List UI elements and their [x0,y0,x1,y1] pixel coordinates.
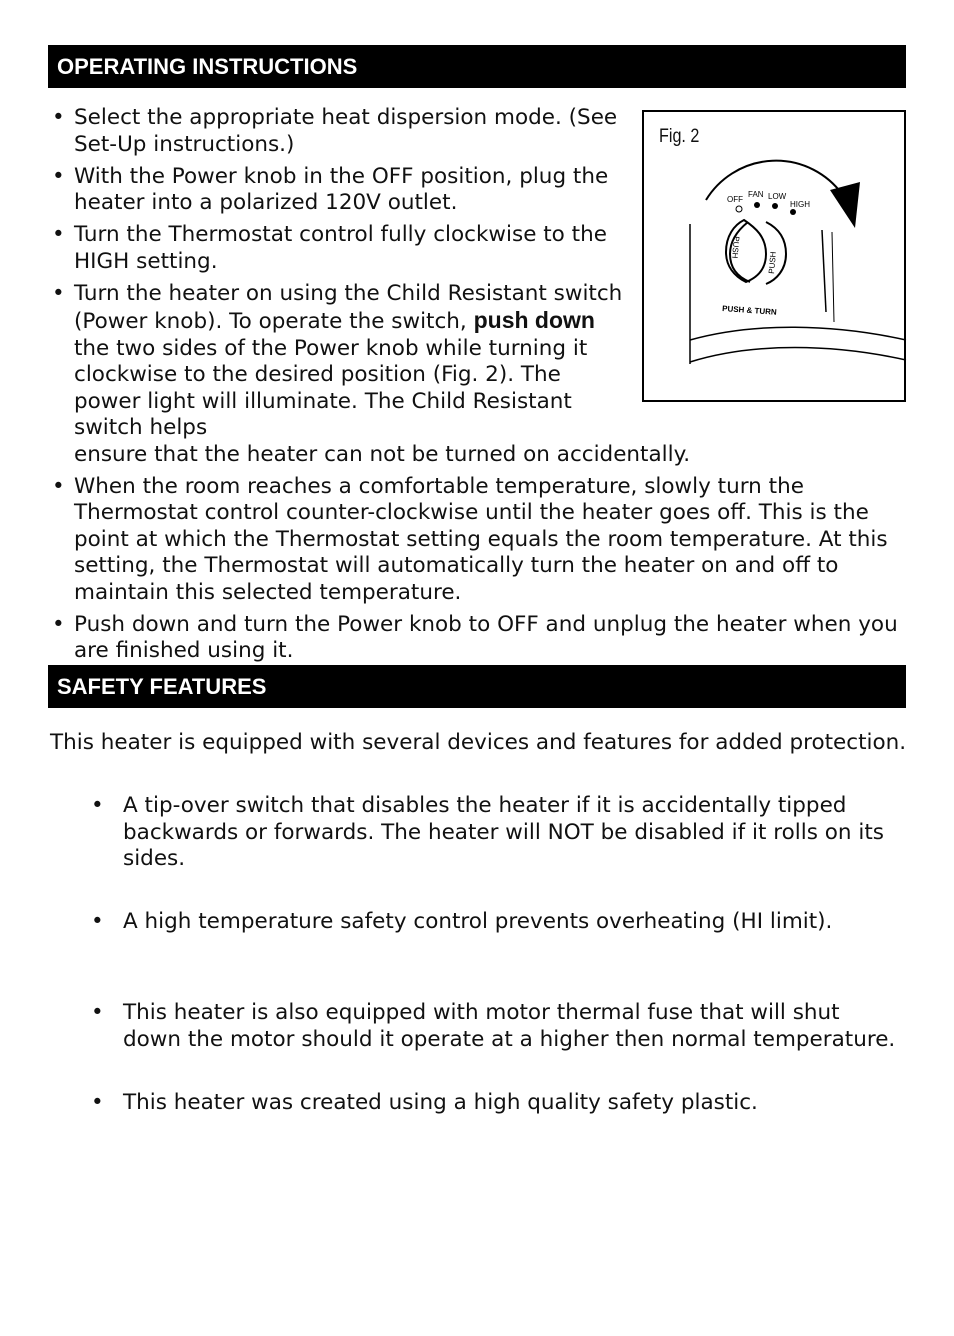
safety-intro: This heater is equipped with several devices and features for added protection. [50,730,907,755]
arrow-head-icon [830,182,860,228]
knob-position-label: HIGH [790,200,810,209]
figure-2 [642,110,906,402]
high-indicator-icon [790,209,796,215]
power-knob-diagram [644,112,908,404]
emphasis-push-down: push down [473,307,595,333]
list-item-text-tail: ensure that the heater can not be turned on accidentally. [74,441,691,467]
knob-position-label: FAN [748,190,764,199]
list-item: • A high temperature safety control prevents overheating (HI limit). [91,909,833,934]
list-item: • This heater was created using a high quality safety plastic. [91,1090,758,1115]
knob-position-label: LOW [768,192,787,201]
low-indicator-icon [772,203,778,209]
list-item: • A tip-over switch that disables the heater if it is accidentally tipped backwards or forwards. The heater will NOT be disabled if it rolls on its sides. [91,793,884,871]
list-item-text: • Turn the heater on using the Child Resistant switch (Power knob). To operate the switch, push down the two sides of the Power knob while turning it clockwise to the desired position (Fig. 2). The power light will illuminate. The Child Resistant switch helps [74,280,623,440]
list-item: • Turn the Thermostat control fully clockwise to the HIGH setting. [48,222,908,275]
knob-side-label: PUSH [767,251,778,275]
push-and-turn-label: PUSH & TURN [721,304,778,317]
list-item: • When the room reaches a comfortable temperature, slowly turn the Thermostat control counter-clockwise until the heater goes off. This is the point at which the Thermostat setting equals the room temperature. At this setting, the Thermostat will automatically turn the heater on and off to maintain this selected temperature. [48,474,908,607]
list-item: • Push down and turn the Power knob to OFF and unplug the heater when you are finished using it. [48,612,908,665]
fan-indicator-icon [754,202,760,208]
operating-instructions-heading: OPERATING INSTRUCTIONS [48,45,906,88]
list-item: • With the Power knob in the OFF position, plug the heater into a polarized 120V outlet. [48,164,908,217]
safety-features-heading: SAFETY FEATURES [48,665,906,708]
figure-label: Fig. 2 [659,126,700,147]
list-item: • Select the appropriate heat dispersion mode. (See Set-Up instructions.) [48,105,908,158]
knob-position-label: OFF [727,195,743,204]
knob-side-label: PUSH [730,235,741,259]
list-item: • This heater is also equipped with motor thermal fuse that will shut down the motor should it operate at a higher then normal temperature. [91,1000,896,1052]
off-indicator-icon [736,206,742,212]
